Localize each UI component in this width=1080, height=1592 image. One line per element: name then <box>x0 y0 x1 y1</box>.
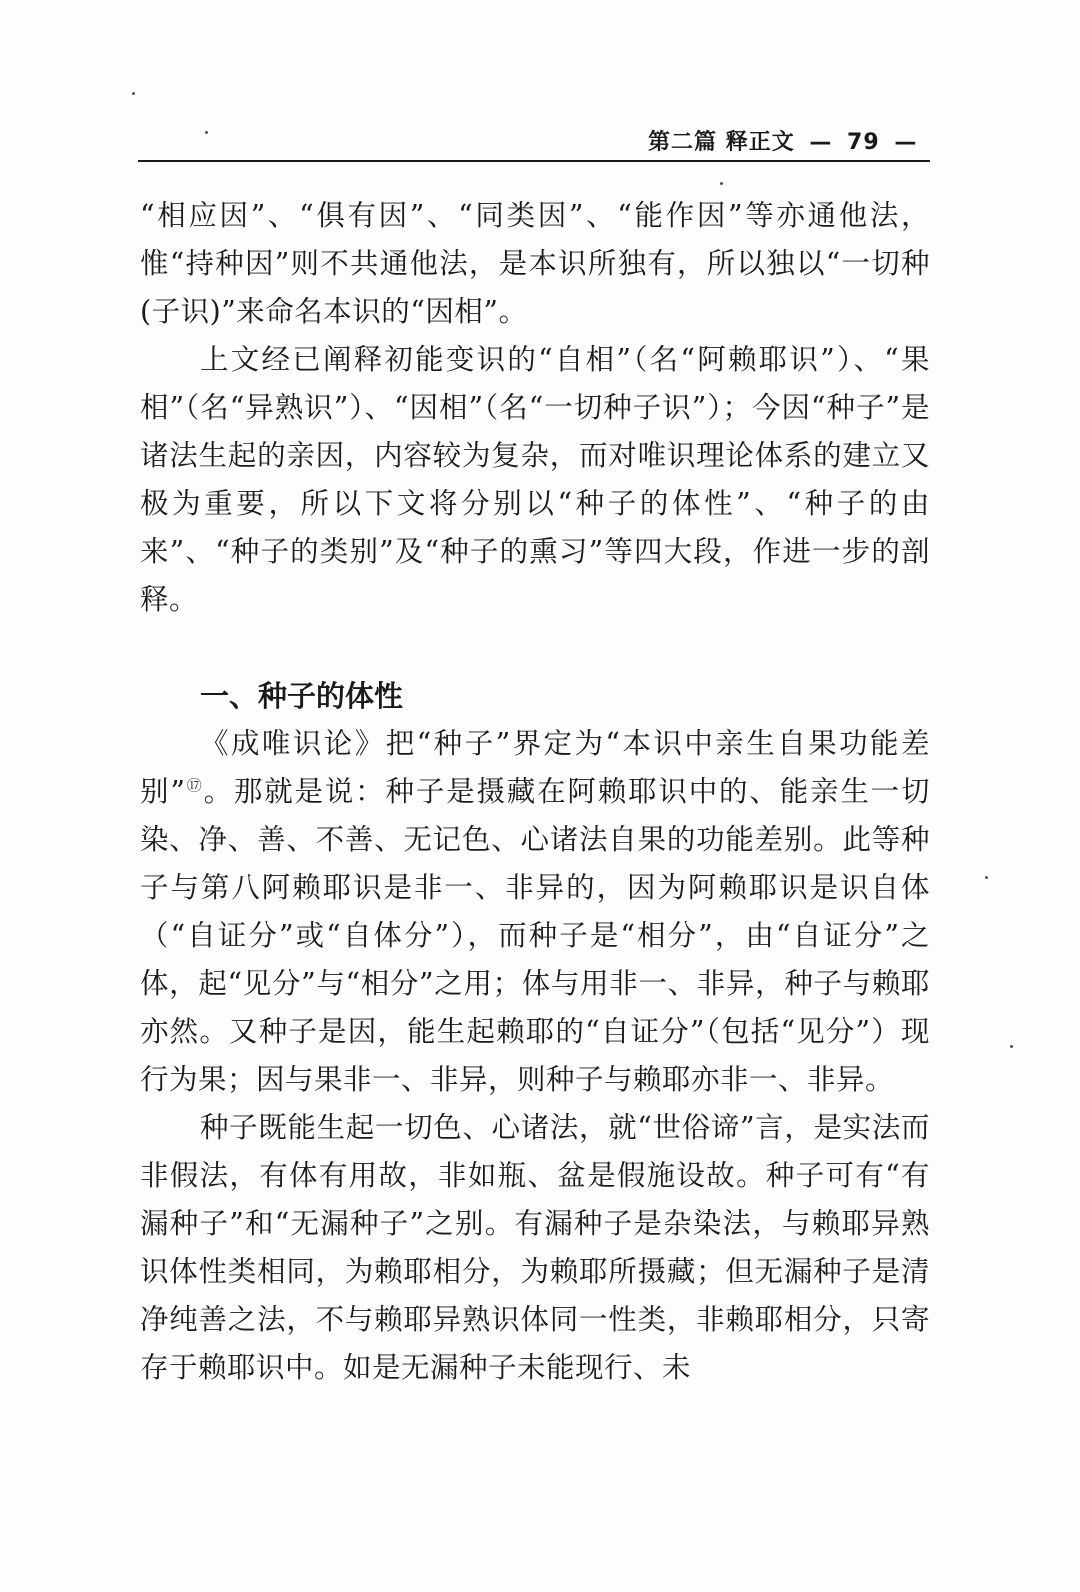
paragraph: 种子既能生起一切色、心诸法，就“世俗谛”言，是实法而非假法，有体有用故，非如瓶、盆是假施设故。种子可有“有漏种子”和“无漏种子”之别。有漏种子是杂染法，与赖耶异熟识体性类相同，为赖耶相分，为赖耶所摄藏；但无漏种子是清净纯善之法，不与赖耶异熟识体同一性类，非赖耶相分，只寄存于赖耶识中。如是无漏种子未能现行、未 <box>140 1111 930 1384</box>
chapter-label: 第二篇 <box>648 130 718 155</box>
page-number: 79 <box>847 130 880 155</box>
footnote-marker: ⑰ <box>185 776 204 795</box>
paragraph: 上文经已阐释初能变识的“自相”（名“阿赖耶识”）、“果相”（名“异熟识”）、“因相”（名“一切种子识”）；今因“种子”是诸法生起的亲因，内容较为复杂，而对唯识理论体系的建立又极为重要，所以下文将分别以“种子的体性”、“种子的由来”、“种子的类别”及“种子的熏习”等四大段，作进一步的剖释。 <box>140 343 930 616</box>
section-heading: 一、种子的体性 <box>200 679 404 713</box>
scan-speck <box>985 876 988 879</box>
running-head <box>648 128 930 158</box>
scan-speck <box>132 92 135 95</box>
dash-left: — <box>809 130 833 155</box>
dash-right: — <box>894 130 918 155</box>
paragraph-definition <box>140 720 930 1104</box>
text-block-top <box>140 192 930 624</box>
definition-explanation: 。那就是说：种子是摄藏在阿赖耶识中的、能亲生一切染、净、善、不善、无记色、心诸法自果的功能差别。此等种子与第八阿赖耶识是非一、非异的，因为阿赖耶识是识自体（“自证分”或“自体分”），而种子是“相分”，由“自证分”之体，起“见分”与“相分”之用；体与用非一、非异，种子与赖耶亦然。又种子是因，能生起赖耶的“自证分”（包括“见分”）现行为果；因与果非一、非异，则种子与赖耶亦非一、非异。 <box>140 775 930 1096</box>
scan-speck <box>720 182 723 185</box>
text-block-section <box>140 720 930 1392</box>
scan-speck <box>1010 1045 1013 1048</box>
definition-text: 《成唯识论》把“种子”界定为“本识中亲生自果功能差别” <box>140 727 930 808</box>
header-rule <box>138 160 930 162</box>
scan-speck <box>205 131 208 134</box>
paragraph-continued: “相应因”、“俱有因”、“同类因”、“能作因”等亦通他法，惟“持种因”则不共通他法，是本识所独有，所以独以“一切种(子识)”来命名本识的“因相”。 <box>140 199 930 328</box>
chapter-title: 释正文 <box>725 130 795 155</box>
